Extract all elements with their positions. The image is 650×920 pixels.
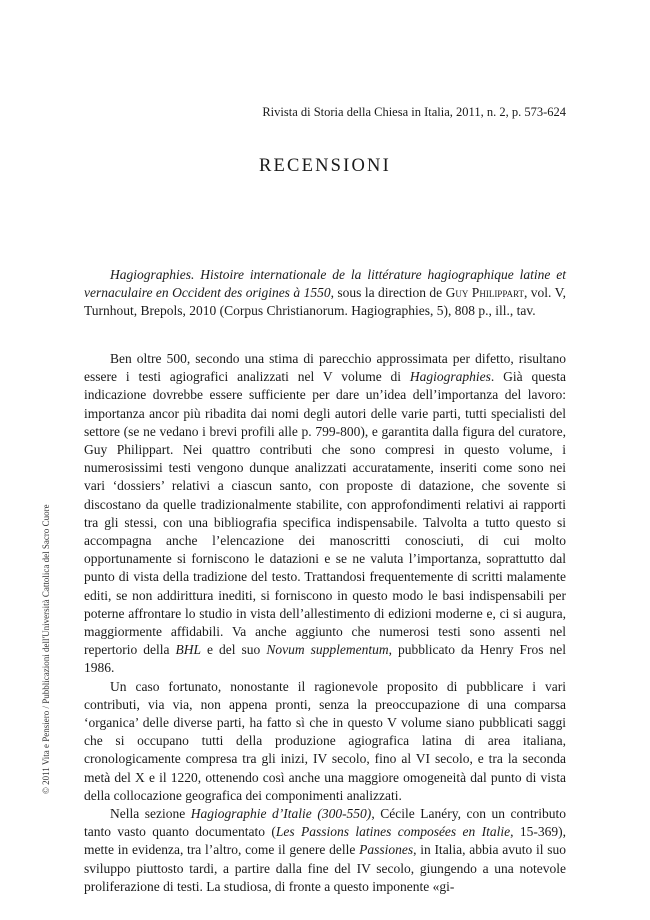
paragraph-3: Nella sezione Hagiographie d’Italie (300-550), Cécile Lanéry, con un contributo tanto vasto quanto documentato (Les Passions latines composées en Italie, 15-369), mette in evidenza, tra l’altro, come il genere delle Passiones, in Italia, abbia avuto il suo sviluppo piuttosto tardi, a partire dalla fine del IV secolo, giungendo a una notevole proliferazione di testi. La studiosa, di fronte a questo imponente «gi- <box>84 806 567 894</box>
book-title: Hagiographies. Histoire internationale de la littérature hagiographique latine et vernaculaire en Occident des origines à 1550 <box>84 267 566 301</box>
book-details: , vol. V, Turnhout, Brepols, 2010 (Corpus Christianorum. Hagiographies, 5), 808 p., ill., tav. <box>84 285 566 319</box>
paragraph-1: Ben oltre 500, secondo una stima di parecchio approssimata per difetto, risultano essere i testi agiografici analizzati nel V volume di Hagiographies. Già questa indicazione dovrebbe essere sufficiente per dare un’idea dell’importanza del lavoro: importanza ancor più ribadita dai nomi degli autori delle varie parti, tutti specialisti del settore (se ne vedano i brevi profili alle p. 799-800), e garantita dalla figura del curatore, Guy Philippart. Nei quattro contributi che sono compresi in questo volume, i numerosissimi testi vengono dunque analizzati accuratamente, inseriti come sono nei vari ‘dossiers’ relativi a ciascun santo, con proposte di datazione, che sovente si discostano da quelle tradizionalmente stabilite, con approfondimenti relativi ai rapporti tra gli stessi, con una bibliografia specifica indispensabile. Talvolta a tutto questo si accompagna anche l’elencazione dei manoscritti conosciuti, di cui molto opportunamente si forniscono le datazioni e se ne valuta l’importanza, soprattutto dal punto di vista della tradizione del testo. Trattandosi frequentemente di scritti malamente editi, se non addirittura inediti, si forniscono in questo modo le basi indispensabili per poterne affrontare lo studio in vista dell’allestimento di edizioni moderne e, ci si augura, maggiormente affidabili. Va anche aggiunto che numerosi testi sono assenti nel repertorio della BHL e del suo Novum supplementum, pubblicato da Henry Fros nel 1986. <box>84 351 566 676</box>
paragraph-2: Un caso fortunato, nonostante il ragionevole proposito di pubblicare i vari contributi, via via, non appena pronti, senza la preoccupazione di una comparsa ‘organica’ delle diverse parti, ha fatto sì che in questo V volume siano pubblicati saggi che si occupano tutti della produzione agiografica latina di area italiana, cronologicamente compresa tra gli inizi, IV secolo, fino al VI secolo, e tra la seconda metà del X e il 1220, ottenendo così anche una maggiore omogeneità dal punto di vista della collocazione geografica dei componimenti analizzati. <box>84 678 566 803</box>
running-header: Rivista di Storia della Chiesa in Italia, 2011, n. 2, p. 573-624 <box>262 105 566 119</box>
review-text <box>84 350 566 896</box>
copyright-notice: © 2011 Vita e Pensiero / Pubblicazioni dell'Università Cattolica del Sacro Cuore <box>41 504 51 794</box>
section-title: RECENSIONI <box>259 156 391 176</box>
editor-name: Guy Philippart <box>445 285 524 301</box>
book-citation: Hagiographies. Histoire internationale de la littérature hagiographique latine et vernaculaire en Occident des origines à 1550, sous la direction de Guy Philippart, vol. V, Turnhout, Brepols, 2010 (Corpus Christianorum. Hagiographies, 5), 808 p., ill., tav. <box>84 267 566 319</box>
